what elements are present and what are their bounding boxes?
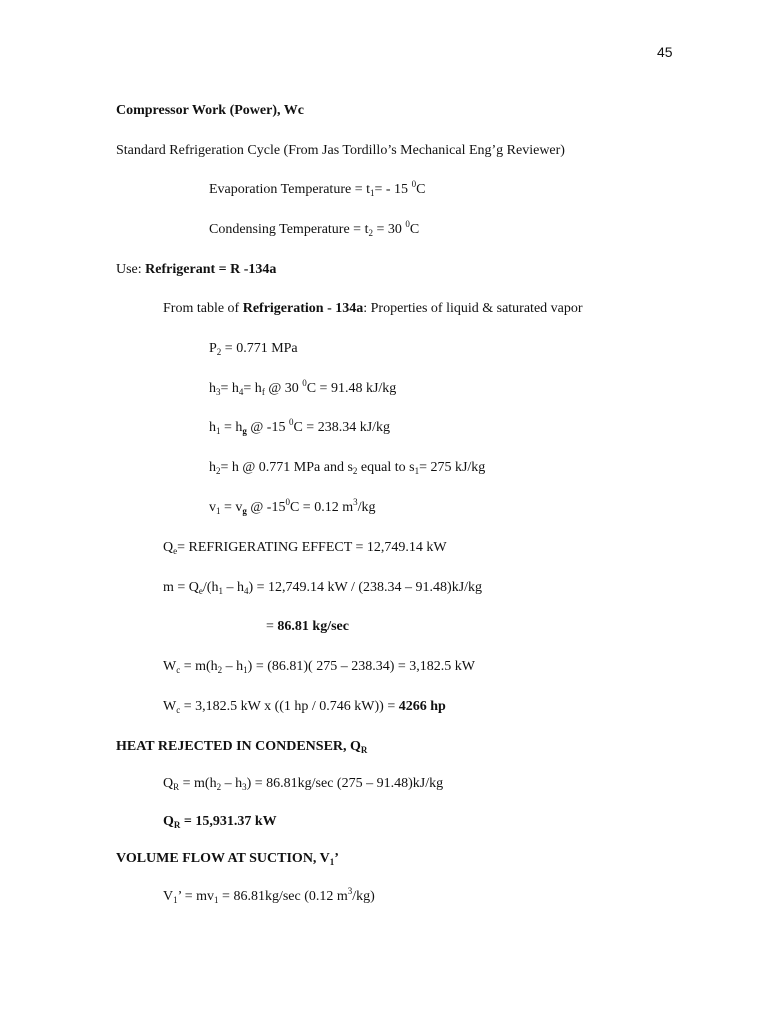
line-mass-flow-formula: $m = Q_e/(h_1 - h_4) = 12,749.14$ kW / (238.34 – 91.48)kJ/kg [163, 580, 483, 596]
line-compressor-work-hp: $W_c = 3,182.5$ kW x ((1 hp / 0.746 kW)) = 4266 hp [163, 699, 446, 715]
line-enthalpy-h3: $h_3= h_4= h_f$ @ 30 $^0$C = 91.48 kJ/kg [209, 378, 397, 397]
line-volume-flow-formula: $V_1$’ = $mv_1 = 86.81kg/\sec$ (0.12 $m^3/kg$) [163, 886, 375, 905]
line-refrigerant-use: Use: Refrigerant = R -134a [116, 262, 277, 277]
line-refrigerating-effect: $Q_e=$ REFRIGERATING EFFECT = 12,749.14 kW [163, 540, 447, 556]
heading-heat-rejected: HEAT REJECTED IN CONDENSER, $Q_R$ [116, 739, 368, 755]
line-pressure-p2: $P_2 = 0.771$ MPa [209, 341, 298, 357]
line-specific-volume-v1: $v_1 = v_g$ @ $-15^0C = 0.12$ $m^3/kg$ [209, 497, 376, 516]
line-enthalpy-h2: $h_2= h$ @ 0.771 MPa and $s_2$ equal to $s_1= 275$ kJ/kg [209, 460, 486, 476]
line-compressor-work-kw: $W_c = m(h_2 - h_1) = (86.81)$( 275 – 238.34) = 3,182.5 kW [163, 659, 475, 675]
page-number: 45 [657, 44, 673, 60]
line-refrigeration-cycle: Standard Refrigeration Cycle (From Jas Tordillo’s Mechanical Eng’g Reviewer) [116, 143, 565, 158]
line-properties-table: From table of Refrigeration - 134a: Properties of liquid & saturated vapor [163, 301, 583, 316]
line-heat-rejected-result: $Q_R = 15,931.37$ kW [163, 814, 277, 830]
heading-volume-flow: VOLUME FLOW AT SUCTION, $V_1$’ [116, 851, 339, 867]
line-evaporation-temperature: Evaporation Temperature = $t_1= - 15$ $^0$C [209, 179, 426, 198]
line-enthalpy-h1: $h_1 = h_g$ @ -15 $^0$C = 238.34 kJ/kg [209, 417, 391, 436]
line-mass-flow-result: = 86.81 kg/sec [266, 619, 349, 634]
heading-compressor-work: Compressor Work (Power), Wc [116, 103, 304, 118]
line-condensing-temperature: Condensing Temperature = $t_2 = 30$ $^0$C [209, 219, 420, 238]
line-heat-rejected-formula: $Q_R = m(h_2 - h_3) = 86.81kg/\sec$ (275 – 91.48)kJ/kg [163, 776, 444, 792]
